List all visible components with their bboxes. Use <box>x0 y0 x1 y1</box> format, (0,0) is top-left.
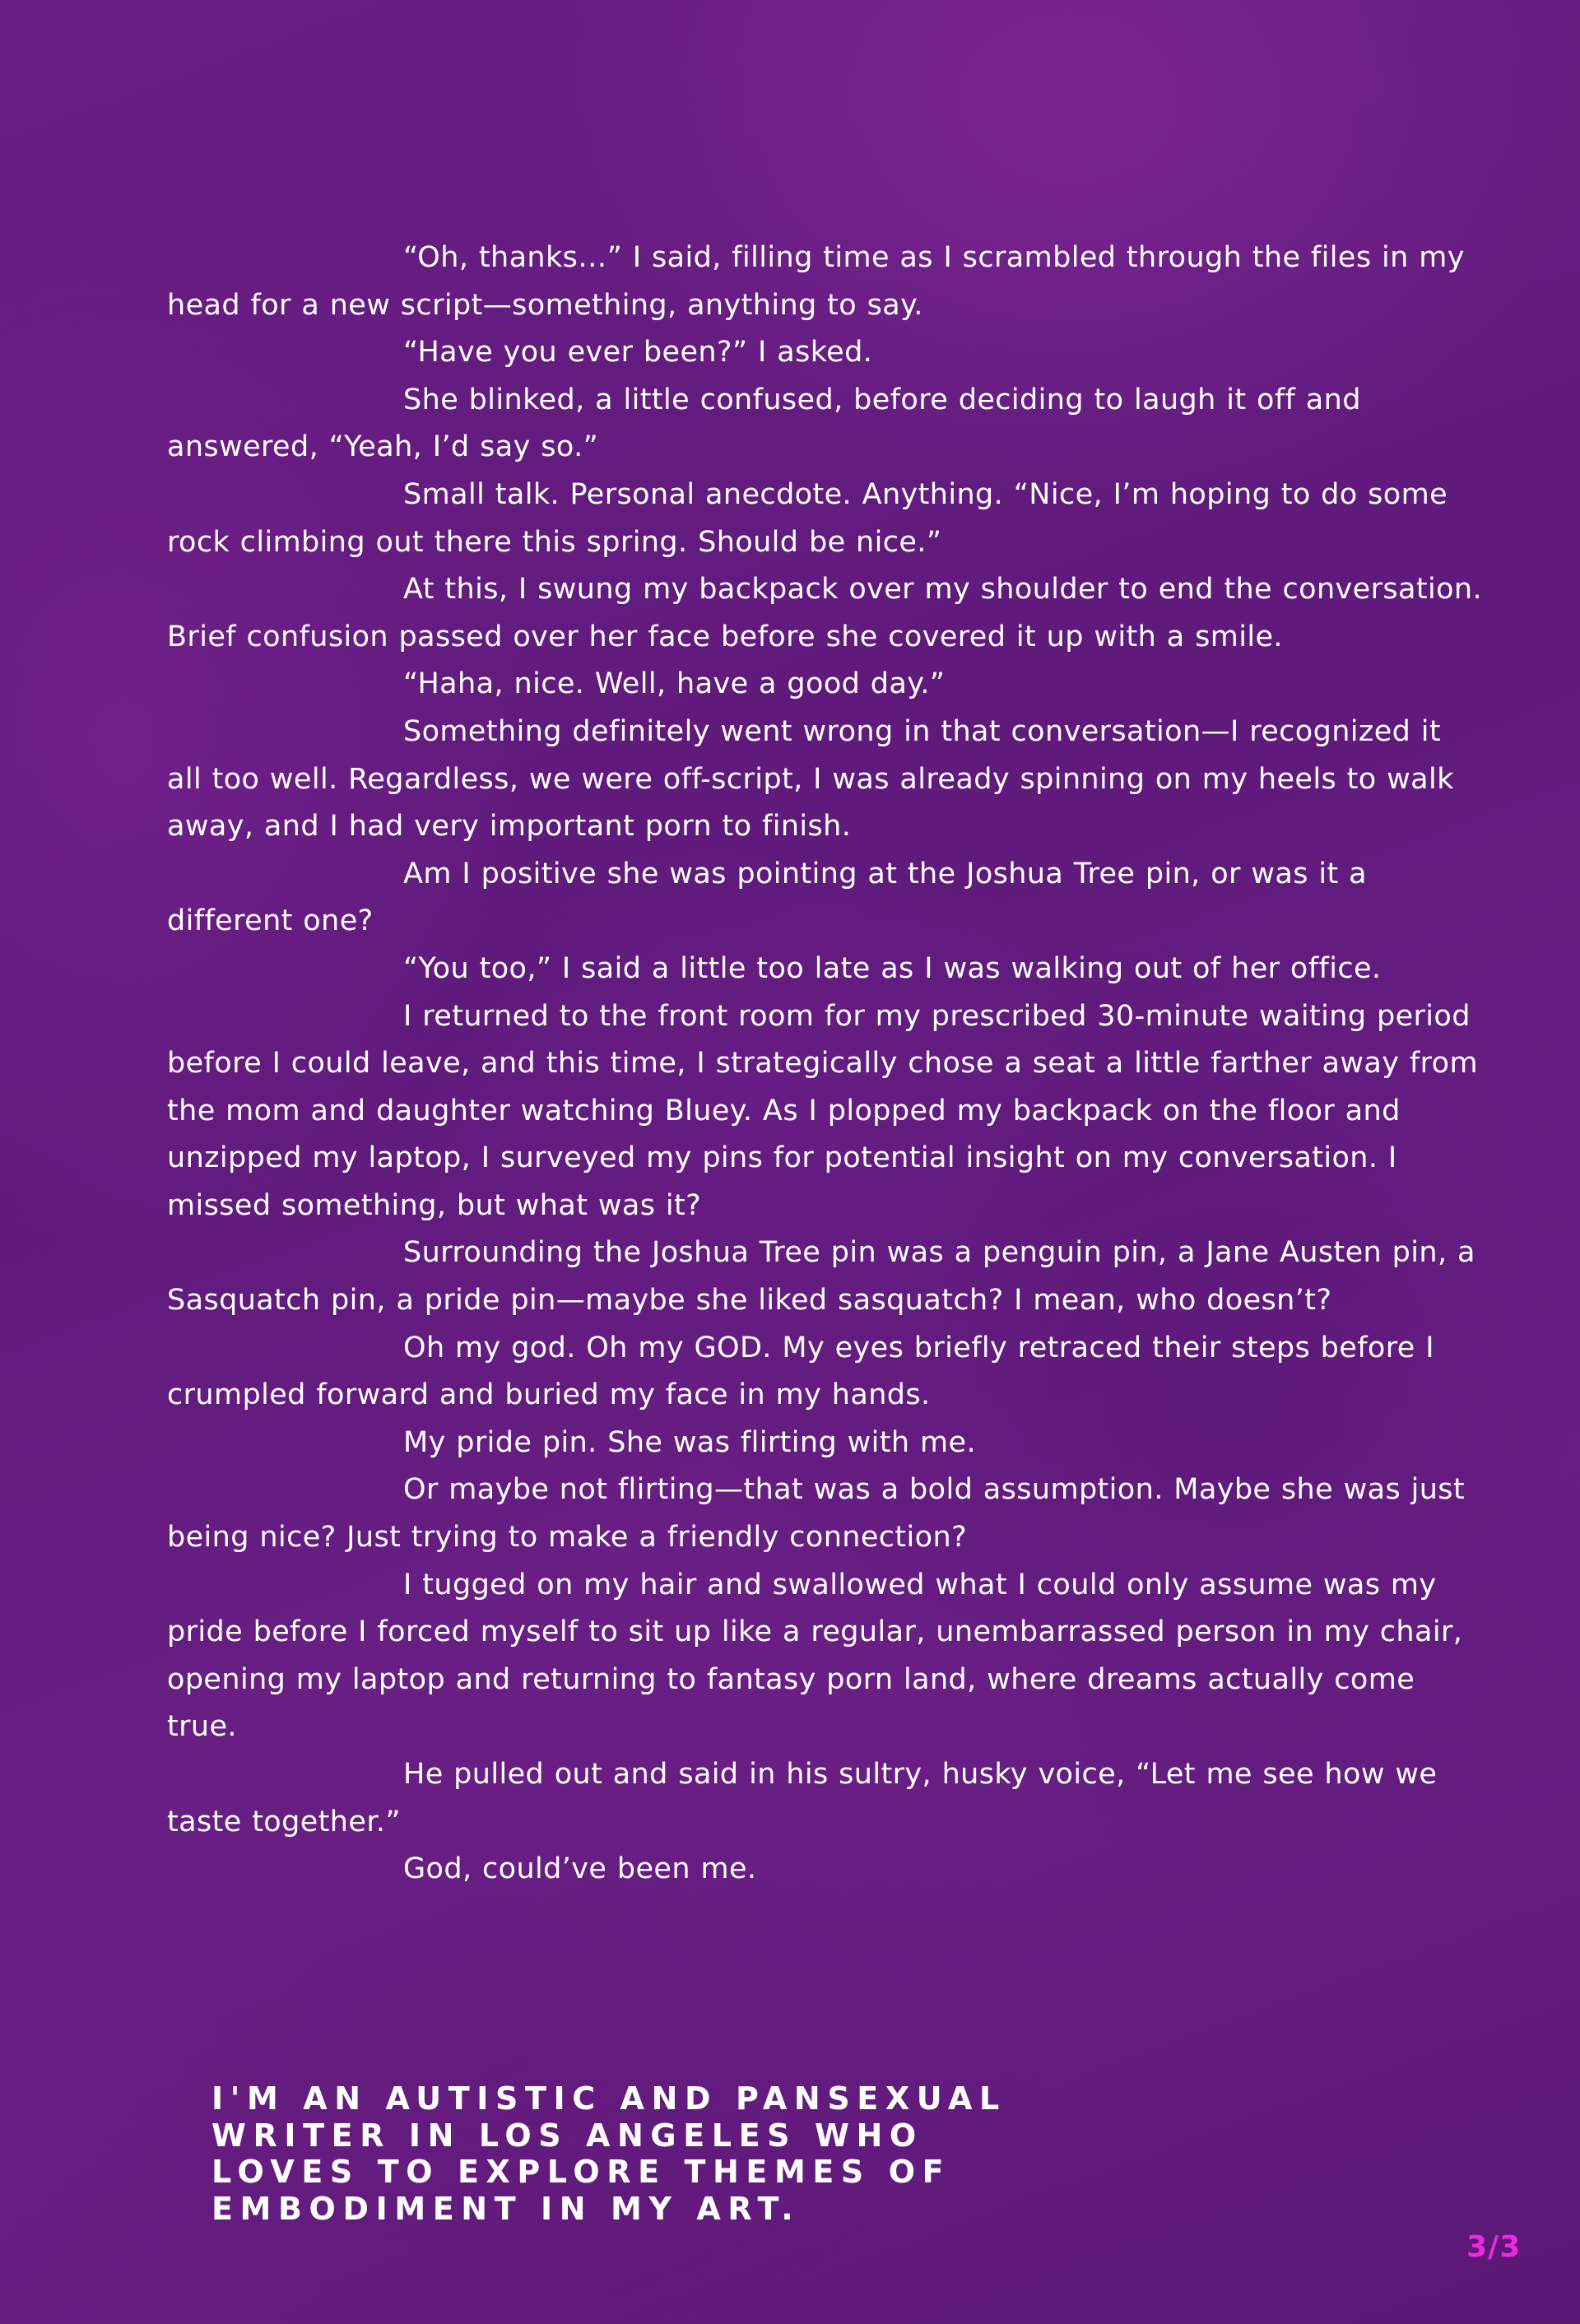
author-bio-line: LOVES TO EXPLORE THEMES OF <box>211 2154 951 2190</box>
story-paragraph: Something definitely went wrong in that conversation—I recognized it all too well. Regardless, we were off-script, I was already spinning on my heels to walk away, and I had very important porn to finish. <box>167 714 1454 844</box>
story-paragraph: At this, I swung my backpack over my shoulder to end the conversation. Brief confusion passed over her face before she covered it up with a smile. <box>167 573 1483 653</box>
story-paragraph: “Have you ever been?” I asked. <box>403 336 873 370</box>
story-paragraph: Oh my god. Oh my GOD. My eyes briefly retraced their steps before I crumpled forward and buried my face in my hands. <box>167 1331 1434 1412</box>
page-number: 3/3 <box>1466 2230 1522 2264</box>
author-bio <box>211 2080 1034 2227</box>
story-paragraph: She blinked, a little confused, before deciding to laugh it off and answered, “Yeah, I’d say so.” <box>167 383 1361 464</box>
story-paragraph: Or maybe not flirting—that was a bold assumption. Maybe she was just being nice? Just trying to make a friendly connection? <box>167 1473 1466 1555</box>
author-bio-line: I'M AN AUTISTIC AND PANSEXUAL <box>211 2080 1006 2117</box>
story-paragraph: God, could’ve been me. <box>403 1852 757 1886</box>
story-paragraph: I tugged on my hair and swallowed what I could only assume was my pride before I forced myself to sit up like a regular, unembarrassed person in my chair, opening my laptop and returning to fantasy porn land, where dreams actually come true. <box>167 1568 1463 1744</box>
author-bio-line: WRITER IN LOS ANGELES WHO <box>211 2117 923 2154</box>
story-paragraph: My pride pin. She was flirting with me. <box>403 1425 976 1459</box>
story-paragraph: Small talk. Personal anecdote. Anything. “Nice, I’m hoping to do some rock climbing out there this spring. Should be nice.” <box>167 477 1448 559</box>
story-paragraph: “Haha, nice. Well, have a good day.” <box>403 667 946 701</box>
story-paragraph: “Oh, thanks…” I said, filling time as I scrambled through the files in my head for a new script—something, anything to say. <box>167 241 1465 322</box>
story-paragraph: Surrounding the Joshua Tree pin was a penguin pin, a Jane Austen pin, a Sasquatch pin, a pride pin—maybe she liked sasquatch? I mean, who doesn’t? <box>167 1236 1475 1318</box>
story-paragraph: “You too,” I said a little too late as I was walking out of her office. <box>403 951 1382 985</box>
story-paragraph: Am I positive she was pointing at the Joshua Tree pin, or was it a different one? <box>167 857 1368 938</box>
story-paragraph: I returned to the front room for my prescribed 30-minute waiting period before I could leave, and this time, I strategically chose a seat a little farther away from the mom and daughter watching Bluey. As I plopped my backpack on the floor and unzipped my laptop, I surveyed my pins for potential insight on my conversation. I missed something, but what was it? <box>167 999 1478 1222</box>
story-paragraph: He pulled out and said in his sultry, husky voice, “Let me see how we taste together.” <box>167 1758 1438 1838</box>
author-bio-line: EMBODIMENT IN MY ART. <box>211 2190 801 2227</box>
story-text <box>167 235 1484 1894</box>
